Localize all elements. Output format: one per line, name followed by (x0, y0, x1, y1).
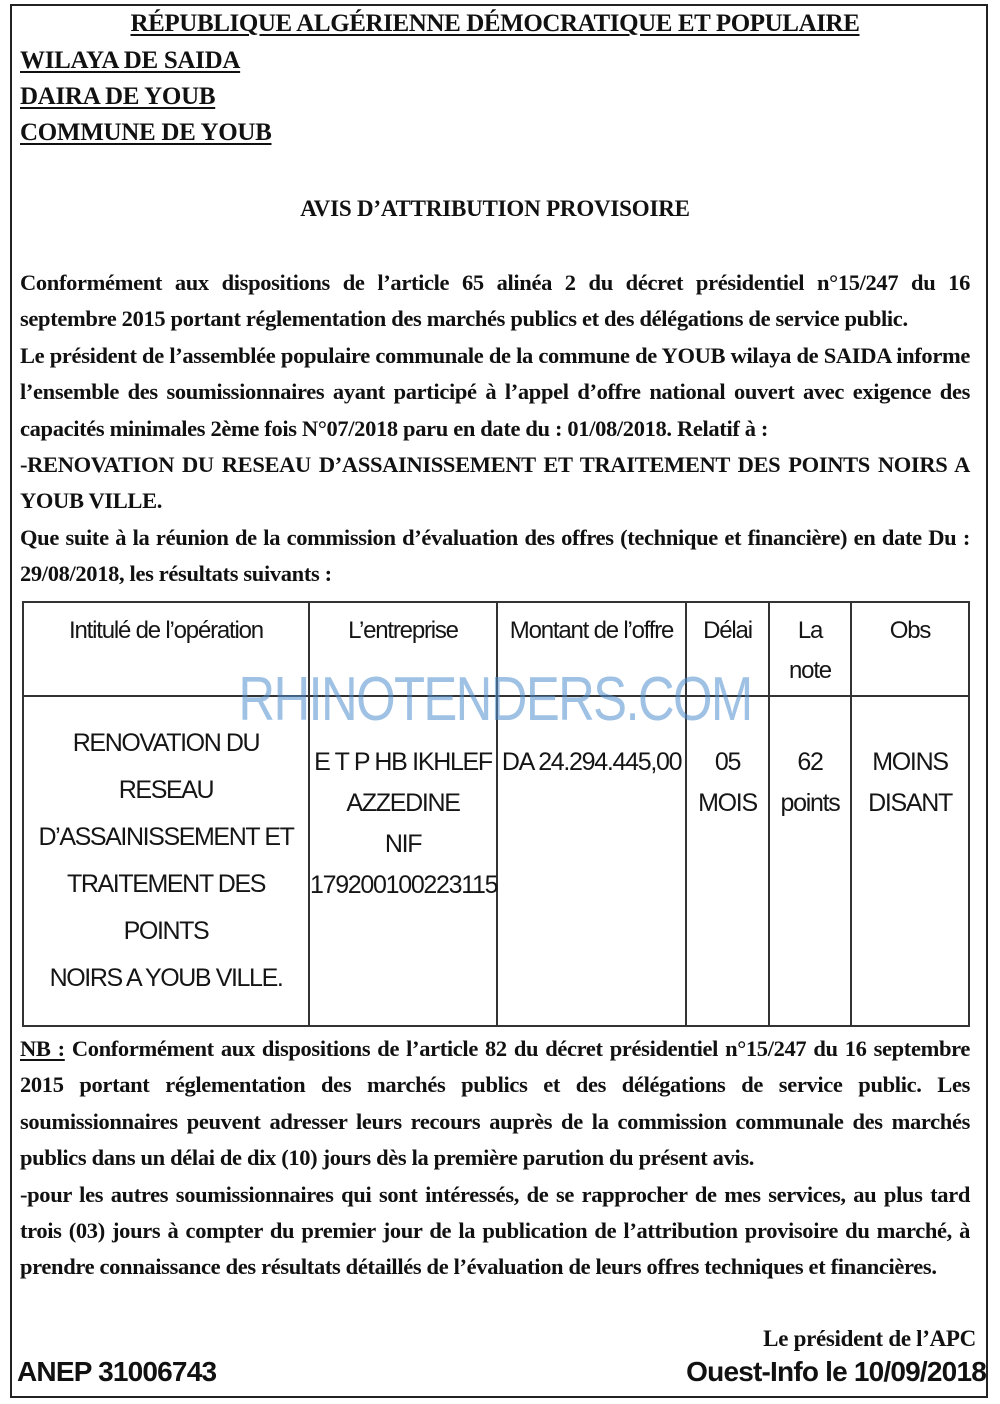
cell-obs (851, 696, 969, 1026)
signature: Le président de l’APC (763, 1326, 976, 1351)
cell-montant (497, 696, 686, 1026)
intro-paragraph-results: Que suite à la réunion de la commission d’évaluation des offres (technique et financière) en date Du : 29/08/2018, les résultats suivants : (20, 524, 970, 587)
header-delai: Délai (686, 602, 769, 696)
republic-heading-text: RÉPUBLIQUE ALGÉRIENNE DÉMOCRATIQUE ET POPULAIRE (130, 10, 860, 37)
daira-line: DAIRA DE YOUB (20, 83, 216, 110)
republic-heading (0, 10, 990, 38)
entreprise-line: AZZEDINE (346, 789, 460, 817)
entreprise-line: NIF (384, 830, 422, 858)
header-note-line2: note (789, 657, 831, 684)
table-header-row (23, 602, 969, 696)
delai-line: 05 (714, 748, 741, 776)
entreprise-line: E T P HB IKHLEF (314, 748, 492, 776)
nb-paragraph (20, 1031, 970, 1177)
header-operation: Intitulé de l’opération (23, 602, 309, 696)
entreprise-line: 179200100223115 (310, 871, 498, 899)
operation-line: RENOVATION DU RESEAU (72, 729, 260, 804)
cell-delai (686, 696, 769, 1026)
commune-line: COMMUNE DE YOUB (20, 119, 272, 146)
cell-note (769, 696, 851, 1026)
operation-line: D’ASSAINISSEMENT ET (38, 823, 294, 851)
header-obs: Obs (851, 602, 969, 696)
intro-paragraph-legal: Conformément aux dispositions de l’article 65 alinéa 2 du décret présidentiel n°15/247 du 16 septembre 2015 portant réglementation des marchés publics et des délégations de service public. (20, 270, 970, 332)
wilaya-line: WILAYA DE SAIDA (20, 47, 241, 74)
publication-line: Ouest-Info le 10/09/2018 (686, 1356, 986, 1387)
intro-paragraph-president: Le président de l’assemblée populaire communale de la commune de YOUB wilaya de SAIDA informe l’ensemble des soumissionnaires ayant participé à l’appel d’offre national ouvert avec exigence des capacités minimales 2ème fois N°07/2018 paru en date du : 01/08/2018. Relatif à : (20, 342, 970, 441)
intro-paragraph-object: -RENOVATION DU RESEAU D’ASSAINISSEMENT ET TRAITEMENT DES POINTS NOIRS A YOUB VILLE. (20, 452, 970, 514)
anep-reference: ANEP 31006743 (17, 1356, 217, 1387)
note-line: 62 (797, 748, 823, 776)
note-line: points (780, 789, 840, 817)
obs-line: DISANT (868, 789, 952, 817)
header-note-line1: La (797, 617, 823, 644)
operation-line: TRAITEMENT DES POINTS (66, 870, 265, 945)
cell-operation (23, 696, 309, 1026)
header-montant: Montant de l’offre (497, 602, 686, 696)
watermark: RHINOTENDERS.COM (238, 665, 752, 734)
nb-text: Conformément aux dispositions de l’article 82 du décret présidentiel n°15/247 du 16 septembre 2015 portant réglementation des marchés publics et des délégations de service public. Les soumissionnaires peuvent adresser leurs recours auprès de la commission communale des marchés publics dans un délai de dix (10) jours dès la première parution du présent avis. (20, 1036, 971, 1171)
results-table (22, 601, 970, 1027)
header-note (769, 602, 851, 696)
obs-line: MOINS (872, 748, 948, 776)
cell-entreprise (309, 696, 497, 1026)
intro-section (20, 265, 970, 593)
nb-label: NB : (20, 1036, 65, 1061)
table-row (23, 696, 969, 1026)
operation-line: NOIRS A YOUB VILLE. (49, 964, 283, 992)
montant-value: DA 24.294.445,00 (501, 748, 682, 776)
header-entreprise: L’entreprise (309, 602, 497, 696)
nb-paragraph-others: -pour les autres soumissionnaires qui sont intéressés, de se rapprocher de mes services, au plus tard trois (03) jours à compter du premier jour de la publication de l’attribution provisoire du marché, à prendre connaissance des résultats détaillés de l’évaluation de leurs offres techniques et financières. (20, 1181, 970, 1280)
delai-line: MOIS (698, 789, 757, 817)
nb-section (20, 1031, 970, 1286)
notice-title: AVIS D’ATTRIBUTION PROVISOIRE (300, 196, 690, 221)
